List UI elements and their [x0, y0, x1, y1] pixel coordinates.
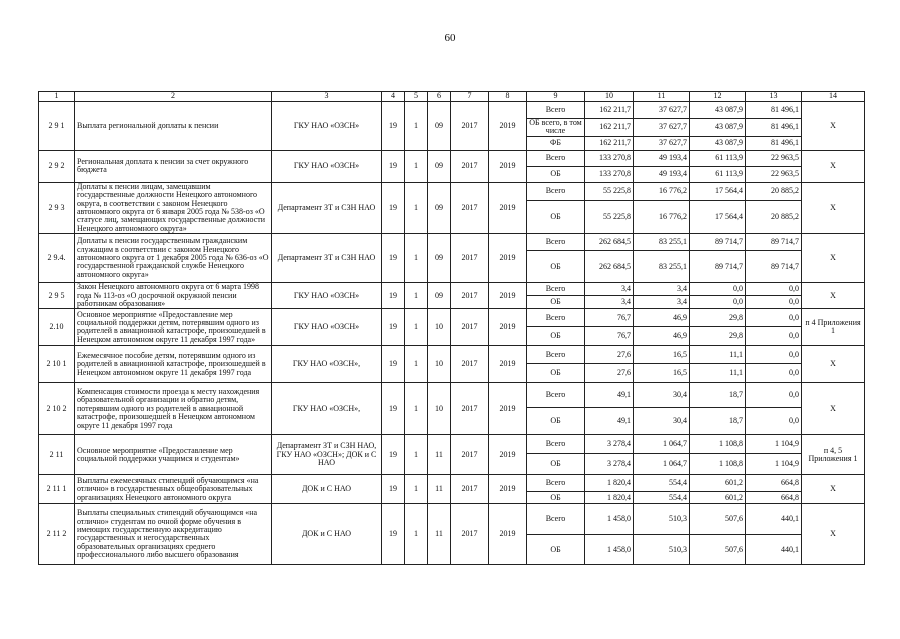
executor: ГКУ НАО «ОЗСН»,: [272, 383, 382, 435]
start-year: 2017: [451, 102, 489, 151]
item-name: Компенсация стоимости проезда к месту нахождения образовательной организации и обратно детям, потерявшим одного из родителей в авиационной катастрофе, произошедшей в Ненецком автономном округе 11 декабря 1997 года: [75, 383, 272, 435]
start-year: 2017: [451, 309, 489, 346]
code-col-6: 09: [428, 234, 451, 283]
funding-source: Всего: [527, 346, 585, 364]
code-col-5: 1: [405, 150, 428, 182]
amount-col-10: 1 820,4: [585, 492, 634, 504]
table-row: [39, 182, 865, 200]
funding-source: ОБ: [527, 535, 585, 565]
code-col-4: 19: [382, 383, 405, 435]
amount-col-10: 1 458,0: [585, 535, 634, 565]
amount-col-11: 510,3: [634, 535, 690, 565]
item-number: 2 9 5: [39, 283, 75, 309]
amount-col-10: 133 270,8: [585, 150, 634, 166]
funding-source: ОБ: [527, 492, 585, 504]
amount-col-10: 27,6: [585, 364, 634, 383]
code-col-6: 10: [428, 383, 451, 435]
table-row: [39, 475, 865, 492]
amount-col-12: 43 087,9: [690, 136, 746, 150]
table-row: [39, 102, 865, 119]
amount-col-13: 440,1: [746, 504, 802, 535]
code-col-5: 1: [405, 309, 428, 346]
amount-col-11: 83 255,1: [634, 251, 690, 283]
item-name: Доплаты к пенсии лицам, замещавшим государственные должности Ненецкого автономного округа, в соответствии с законом Ненецкого автономного округа от 6 января 2005 года № 538-оз «О статусе лиц, замещающих государственные должности Ненецкого автономного округа»: [75, 182, 272, 233]
table-row: [39, 309, 865, 327]
start-year: 2017: [451, 346, 489, 383]
column-header-5: 5: [405, 92, 428, 102]
note: Х: [802, 283, 865, 309]
end-year: 2019: [489, 435, 527, 475]
code-col-5: 1: [405, 346, 428, 383]
column-header-11: 11: [634, 92, 690, 102]
item-number: 2 9 2: [39, 150, 75, 182]
item-number: 2.10: [39, 309, 75, 346]
column-header-9: 9: [527, 92, 585, 102]
code-col-4: 19: [382, 150, 405, 182]
item-name: Выплата региональной доплаты к пенсии: [75, 102, 272, 151]
code-col-5: 1: [405, 283, 428, 309]
executor: ГКУ НАО «ОЗСН»: [272, 283, 382, 309]
amount-col-11: 30,4: [634, 408, 690, 435]
executor: ГКУ НАО «ОЗСН»: [272, 309, 382, 346]
amount-col-10: 3 278,4: [585, 454, 634, 475]
amount-col-12: 61 113,9: [690, 166, 746, 182]
amount-col-13: 89 714,7: [746, 234, 802, 251]
funding-source: Всего: [527, 504, 585, 535]
code-col-6: 11: [428, 435, 451, 475]
item-number: 2 9 1: [39, 102, 75, 151]
code-col-5: 1: [405, 234, 428, 283]
amount-col-11: 83 255,1: [634, 234, 690, 251]
funding-source: Всего: [527, 283, 585, 296]
amount-col-13: 89 714,7: [746, 251, 802, 283]
table-row: [39, 234, 865, 251]
code-col-4: 19: [382, 504, 405, 565]
table-row: [39, 383, 865, 408]
amount-col-11: 37 627,7: [634, 102, 690, 119]
start-year: 2017: [451, 435, 489, 475]
item-name: Ежемесячное пособие детям, потерявшим одного из родителей в авиационной катастрофе, произошедшей в Ненецком автономном округе 11 декабря 1997 года: [75, 346, 272, 383]
funding-source: ОБ: [527, 296, 585, 309]
start-year: 2017: [451, 504, 489, 565]
amount-col-10: 1 458,0: [585, 504, 634, 535]
amount-col-11: 16,5: [634, 364, 690, 383]
note: Х: [802, 150, 865, 182]
amount-col-11: 46,9: [634, 327, 690, 346]
code-col-4: 19: [382, 475, 405, 504]
table-row: [39, 150, 865, 166]
item-number: 2 11 2: [39, 504, 75, 565]
funding-source: Всего: [527, 435, 585, 454]
code-col-5: 1: [405, 383, 428, 435]
amount-col-11: 16 776,2: [634, 182, 690, 200]
end-year: 2019: [489, 504, 527, 565]
amount-col-13: 664,8: [746, 492, 802, 504]
amount-col-12: 601,2: [690, 475, 746, 492]
amount-col-12: 61 113,9: [690, 150, 746, 166]
code-col-4: 19: [382, 309, 405, 346]
column-header-7: 7: [451, 92, 489, 102]
start-year: 2017: [451, 383, 489, 435]
column-header-13: 13: [746, 92, 802, 102]
amount-col-12: 1 108,8: [690, 435, 746, 454]
note: Х: [802, 504, 865, 565]
amount-col-11: 16 776,2: [634, 200, 690, 234]
amount-col-12: 89 714,7: [690, 234, 746, 251]
amount-col-13: 22 963,5: [746, 166, 802, 182]
amount-col-12: 17 564,4: [690, 200, 746, 234]
item-name: Основное мероприятие «Предоставление мер социальной поддержки детям, потерявшим одного из родителей в авиационной катастрофе, произошедшей в Ненецком автономном округе 11 декабря 1997 года»: [75, 309, 272, 346]
executor: ДОК и С НАО: [272, 475, 382, 504]
amount-col-13: 0,0: [746, 346, 802, 364]
budget-table: [38, 91, 865, 565]
amount-col-12: 601,2: [690, 492, 746, 504]
item-name: Региональная доплата к пенсии за счет окружного бюджета: [75, 150, 272, 182]
amount-col-12: 11,1: [690, 364, 746, 383]
executor: ГКУ НАО «ОЗСН»: [272, 150, 382, 182]
code-col-5: 1: [405, 504, 428, 565]
code-col-4: 19: [382, 102, 405, 151]
amount-col-13: 0,0: [746, 309, 802, 327]
funding-source: ОБ: [527, 364, 585, 383]
note: п 4 Приложения 1: [802, 309, 865, 346]
amount-col-12: 0,0: [690, 296, 746, 309]
code-col-6: 10: [428, 346, 451, 383]
amount-col-11: 49 193,4: [634, 150, 690, 166]
amount-col-13: 0,0: [746, 408, 802, 435]
code-col-5: 1: [405, 102, 428, 151]
note: Х: [802, 475, 865, 504]
end-year: 2019: [489, 234, 527, 283]
amount-col-10: 49,1: [585, 383, 634, 408]
amount-col-13: 20 885,2: [746, 200, 802, 234]
amount-col-13: 20 885,2: [746, 182, 802, 200]
note: Х: [802, 234, 865, 283]
item-number: 2 9 3: [39, 182, 75, 233]
note: Х: [802, 383, 865, 435]
funding-source: ОБ: [527, 251, 585, 283]
amount-col-10: 49,1: [585, 408, 634, 435]
code-col-4: 19: [382, 182, 405, 233]
code-col-5: 1: [405, 182, 428, 233]
end-year: 2019: [489, 346, 527, 383]
code-col-6: 10: [428, 309, 451, 346]
amount-col-13: 1 104,9: [746, 435, 802, 454]
amount-col-11: 554,4: [634, 475, 690, 492]
funding-source: Всего: [527, 383, 585, 408]
amount-col-11: 1 064,7: [634, 435, 690, 454]
funding-source: Всего: [527, 234, 585, 251]
item-name: Основное мероприятие «Предоставление мер социальной поддержки учащимся и студентам»: [75, 435, 272, 475]
page-number: 60: [444, 32, 456, 44]
end-year: 2019: [489, 309, 527, 346]
amount-col-11: 16,5: [634, 346, 690, 364]
amount-col-13: 22 963,5: [746, 150, 802, 166]
amount-col-10: 76,7: [585, 309, 634, 327]
item-number: 2 10 2: [39, 383, 75, 435]
item-name: Выплаты ежемесячных стипендий обучающимся «на отлично» в государственных общеобразовательных организациях Ненецкого автономного округа: [75, 475, 272, 504]
amount-col-12: 17 564,4: [690, 182, 746, 200]
column-header-1: 1: [39, 92, 75, 102]
funding-source: Всего: [527, 309, 585, 327]
amount-col-13: 81 496,1: [746, 136, 802, 150]
amount-col-10: 262 684,5: [585, 251, 634, 283]
amount-col-13: 0,0: [746, 383, 802, 408]
start-year: 2017: [451, 475, 489, 504]
end-year: 2019: [489, 102, 527, 151]
amount-col-10: 133 270,8: [585, 166, 634, 182]
amount-col-13: 1 104,9: [746, 454, 802, 475]
note: п 4, 5 Приложения 1: [802, 435, 865, 475]
amount-col-12: 507,6: [690, 504, 746, 535]
column-header-6: 6: [428, 92, 451, 102]
code-col-4: 19: [382, 346, 405, 383]
amount-col-13: 664,8: [746, 475, 802, 492]
amount-col-11: 3,4: [634, 283, 690, 296]
code-col-4: 19: [382, 283, 405, 309]
amount-col-10: 3,4: [585, 283, 634, 296]
end-year: 2019: [489, 182, 527, 233]
amount-col-12: 1 108,8: [690, 454, 746, 475]
funding-source: ОБ: [527, 408, 585, 435]
code-col-6: 11: [428, 504, 451, 565]
amount-col-12: 29,8: [690, 327, 746, 346]
column-header-14: 14: [802, 92, 865, 102]
amount-col-11: 37 627,7: [634, 136, 690, 150]
code-col-6: 09: [428, 182, 451, 233]
code-col-4: 19: [382, 234, 405, 283]
note: Х: [802, 182, 865, 233]
funding-source: Всего: [527, 182, 585, 200]
amount-col-11: 49 193,4: [634, 166, 690, 182]
end-year: 2019: [489, 383, 527, 435]
funding-source: ОБ: [527, 166, 585, 182]
item-name: Закон Ненецкого автономного округа от 6 марта 1998 года № 113-оз «О досрочной окружной пенсии работникам образования»: [75, 283, 272, 309]
column-header-10: 10: [585, 92, 634, 102]
amount-col-10: 27,6: [585, 346, 634, 364]
amount-col-12: 43 087,9: [690, 119, 746, 137]
funding-source: ОБ: [527, 200, 585, 234]
code-col-4: 19: [382, 435, 405, 475]
column-header-8: 8: [489, 92, 527, 102]
amount-col-12: 89 714,7: [690, 251, 746, 283]
column-header-4: 4: [382, 92, 405, 102]
table-row: [39, 283, 865, 296]
start-year: 2017: [451, 283, 489, 309]
code-col-6: 09: [428, 283, 451, 309]
code-col-5: 1: [405, 435, 428, 475]
amount-col-10: 76,7: [585, 327, 634, 346]
amount-col-10: 162 211,7: [585, 136, 634, 150]
note: Х: [802, 102, 865, 151]
amount-col-12: 507,6: [690, 535, 746, 565]
amount-col-12: 0,0: [690, 283, 746, 296]
funding-source: ФБ: [527, 136, 585, 150]
code-col-6: 09: [428, 150, 451, 182]
column-header-2: 2: [75, 92, 272, 102]
amount-col-11: 3,4: [634, 296, 690, 309]
executor: Департамент ЗТ и СЗН НАО: [272, 234, 382, 283]
amount-col-10: 55 225,8: [585, 182, 634, 200]
amount-col-11: 554,4: [634, 492, 690, 504]
funding-source: Всего: [527, 475, 585, 492]
amount-col-13: 0,0: [746, 283, 802, 296]
code-col-5: 1: [405, 475, 428, 504]
note: Х: [802, 346, 865, 383]
amount-col-10: 262 684,5: [585, 234, 634, 251]
amount-col-13: 81 496,1: [746, 119, 802, 137]
item-number: 2 9.4.: [39, 234, 75, 283]
executor: ГКУ НАО «ОЗСН»,: [272, 346, 382, 383]
amount-col-10: 162 211,7: [585, 119, 634, 137]
amount-col-12: 18,7: [690, 383, 746, 408]
start-year: 2017: [451, 182, 489, 233]
start-year: 2017: [451, 150, 489, 182]
funding-source: ОБ: [527, 327, 585, 346]
amount-col-13: 0,0: [746, 296, 802, 309]
executor: Департамент ЗТ и СЗН НАО, ГКУ НАО «ОЗСН»; ДОК и С НАО: [272, 435, 382, 475]
code-col-6: 11: [428, 475, 451, 504]
start-year: 2017: [451, 234, 489, 283]
amount-col-12: 11,1: [690, 346, 746, 364]
amount-col-13: 440,1: [746, 535, 802, 565]
amount-col-11: 510,3: [634, 504, 690, 535]
column-header-12: 12: [690, 92, 746, 102]
amount-col-11: 30,4: [634, 383, 690, 408]
amount-col-11: 46,9: [634, 309, 690, 327]
end-year: 2019: [489, 150, 527, 182]
amount-col-10: 162 211,7: [585, 102, 634, 119]
item-number: 2 11: [39, 435, 75, 475]
amount-col-10: 55 225,8: [585, 200, 634, 234]
amount-col-11: 37 627,7: [634, 119, 690, 137]
table-row: [39, 346, 865, 364]
funding-source: Всего: [527, 102, 585, 119]
end-year: 2019: [489, 283, 527, 309]
amount-col-12: 43 087,9: [690, 102, 746, 119]
item-name: Доплаты к пенсии государственным гражданским служащим в соответствии с законом Ненецкого автономного округа от 1 декабря 2005 года № 636-оз «О государственной гражданской службе Ненецкого автономного округа»: [75, 234, 272, 283]
amount-col-10: 3 278,4: [585, 435, 634, 454]
executor: Департамент ЗТ и СЗН НАО: [272, 182, 382, 233]
funding-source: ОБ: [527, 454, 585, 475]
item-number: 2 10 1: [39, 346, 75, 383]
executor: ГКУ НАО «ОЗСН»: [272, 102, 382, 151]
funding-source: Всего: [527, 150, 585, 166]
amount-col-12: 29,8: [690, 309, 746, 327]
amount-col-13: 0,0: [746, 364, 802, 383]
amount-col-10: 1 820,4: [585, 475, 634, 492]
header-row: [39, 92, 865, 102]
amount-col-12: 18,7: [690, 408, 746, 435]
funding-source: ОБ всего, в том числе: [527, 119, 585, 137]
executor: ДОК и С НАО: [272, 504, 382, 565]
amount-col-13: 0,0: [746, 327, 802, 346]
table-row: [39, 435, 865, 454]
code-col-6: 09: [428, 102, 451, 151]
table-row: [39, 504, 865, 535]
amount-col-11: 1 064,7: [634, 454, 690, 475]
end-year: 2019: [489, 475, 527, 504]
column-header-3: 3: [272, 92, 382, 102]
amount-col-13: 81 496,1: [746, 102, 802, 119]
amount-col-10: 3,4: [585, 296, 634, 309]
item-name: Выплаты специальных стипендий обучающимся «на отлично» студентам по очной форме обучения в имеющих государственную аккредитацию государственных и негосударственных образовательных организациях среднего профессионального либо высшего образования: [75, 504, 272, 565]
item-number: 2 11 1: [39, 475, 75, 504]
